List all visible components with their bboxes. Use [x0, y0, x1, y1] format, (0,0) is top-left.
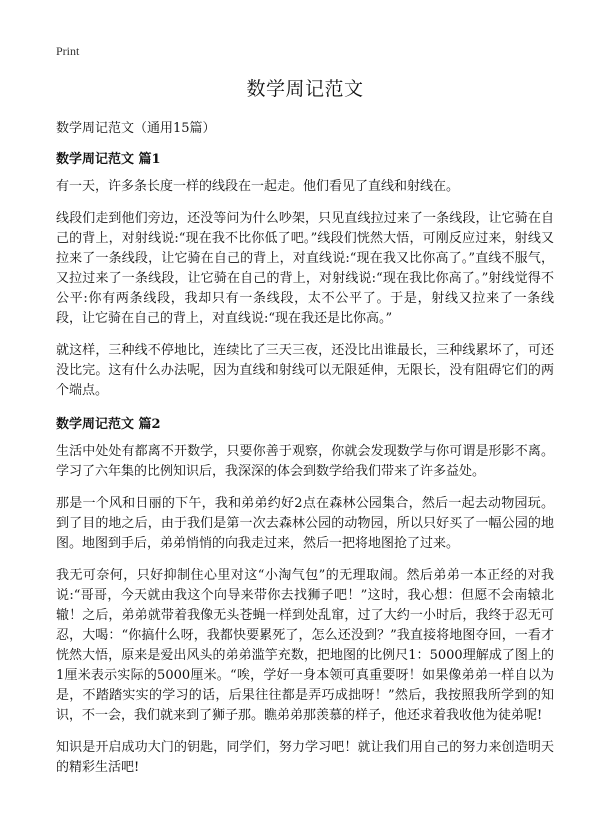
- print-label[interactable]: Print: [56, 44, 80, 58]
- paragraph: 那是一个风和日丽的下午，我和弟弟约好2点在森林公园集合，然后一起去动物园玩。到了目的地之后，由于我们是第一次去森林公园的动物园，所以只好买了一幅公园的地图。地图到手后，弟弟悄悄的向我走过来，然后一把将地图抢了过来。: [56, 496, 554, 551]
- section-heading-1: 数学周记范文 篇1: [56, 152, 161, 167]
- paragraph: 线段们走到他们旁边，还没等问为什么吵架，只见直线拉过来了一条线段，让它骑在自己的背上，对射线说:“现在我不比你低了吧。”线段们恍然大悟，可刚反应过来，射线又拉来了一条线段，让它骑在自己的背上，对直线说:“现在我又比你高了。”直线不服气，又拉过来了一条线段，让它骑在自己的背上，对射线说:“现在我比你高了。”射线觉得不公平:你有两条线段，我却只有一条线段，太不公平了。于是，射线又拉来了一条线段，让它骑在自己的背上，对直线说:“现在我还是比你高。”: [56, 211, 554, 326]
- document-subtitle: 数学周记范文（通用15篇）: [56, 121, 216, 136]
- paragraph: 生活中处处有都离不开数学，只要你善于观察，你就会发现数学与你可谓是形影不离。学习了六年集的比例知识后，我深深的体会到数学给我们带来了许多益处。: [56, 444, 554, 479]
- section-heading-2: 数学周记范文 篇2: [56, 417, 161, 432]
- paragraph: 我无可奈何，只好抑制住心里对这“小淘气包”的无理取闹。然后弟弟一本正经的对我说:“哥哥，今天就由我这个向导来带你去找狮子吧！”这时，我心想：但愿不会南辕北辙！之后，弟弟就带着我像无头苍蝇一样到处乱窜，过了大约一小时后，我终于忍无可忍，大喝：“你搞什么呀，我都快要累死了，怎么还没到？”我直接将地图夺回，一看才恍然大悟，原来是爱出风头的弟弟滥竽充数，把地图的比例尺1：5000理解成了图上的1厘米表示实际的5000厘米。“唉，学好一身本领可真重要呀！如果像弟弟一样自以为是，不踏踏实实的学习的话，后果往往都是弄巧成拙呀！”然后，我按照我所学到的知识，不一会，我们就来到了狮子那。瞧弟弟那羡慕的样子，他还求着我收他为徒弟呢!: [56, 568, 554, 723]
- paragraph: 有一天，许多条长度一样的线段在一起走。他们看见了直线和射线在。: [56, 179, 460, 194]
- paragraph: 知识是开启成功大门的钥匙，同学们，努力学习吧！就让我们用自己的努力来创造明天的精彩生活吧!: [56, 740, 554, 775]
- page-title: 数学周记范文: [246, 78, 364, 100]
- paragraph: 就这样，三种线不停地比，连续比了三天三夜，还没比出谁最长，三种线累坏了，可还没比完。这有什么办法呢，因为直线和射线可以无限延伸，无限长，没有阻碍它们的两个端点。: [56, 343, 554, 398]
